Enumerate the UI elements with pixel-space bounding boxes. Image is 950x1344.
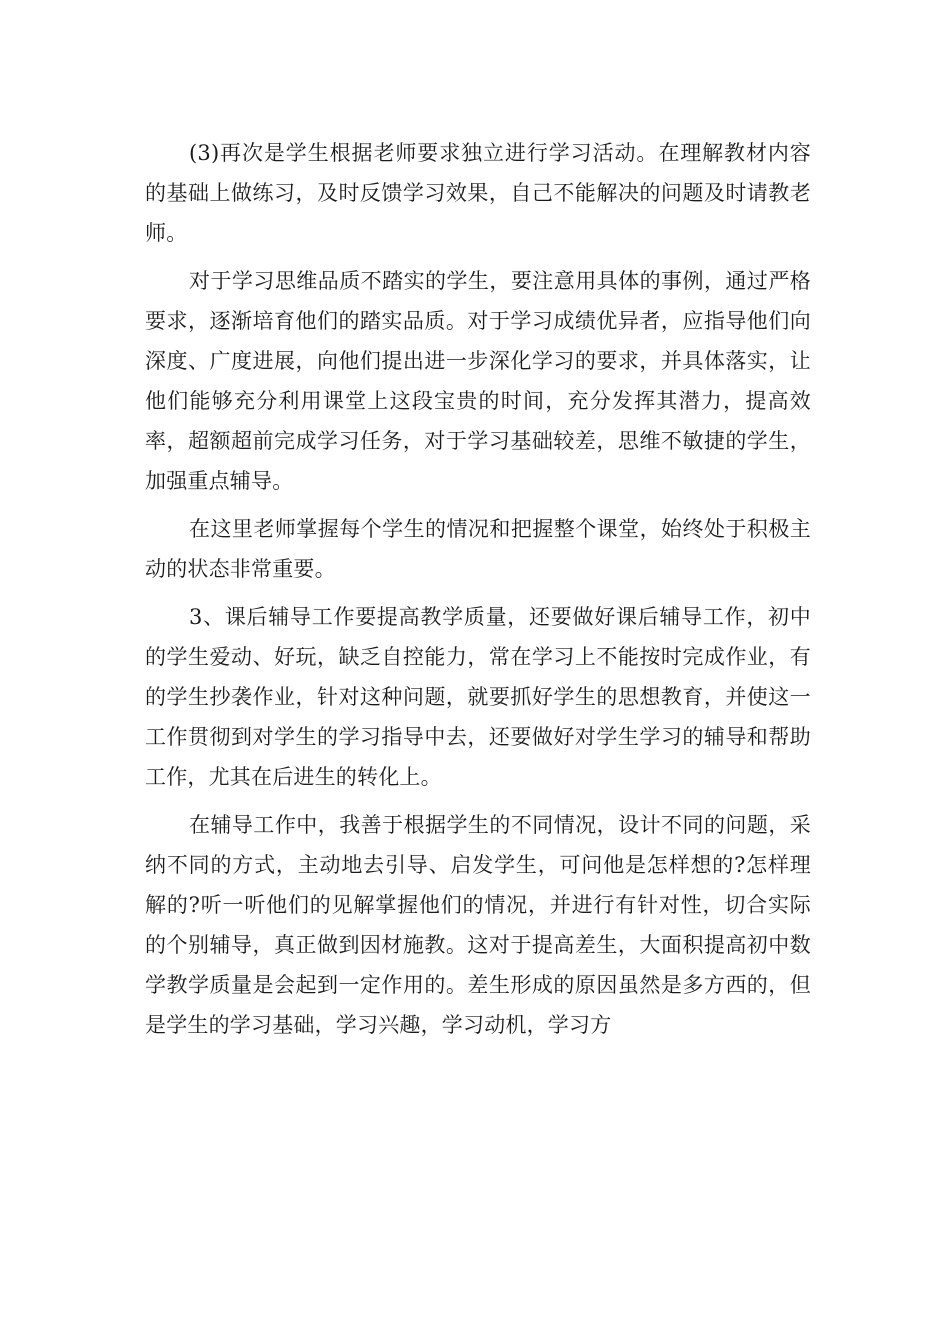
- paragraph-5: 在辅导工作中，我善于根据学生的不同情况，设计不同的问题，采纳不同的方式，主动地去引导、启发学生，可问他是怎样想的?怎样理解的?听一听他们的见解掌握他们的情况，并进行有针对性，切合实际的个别辅导，真正做到因材施教。这对于提高差生，大面积提高初中数学教学质量是会起到一定作用的。差生形成的原因虽然是多方西的，但是学生的学习基础，学习兴趣，学习动机，学习方: [145, 813, 811, 1037]
- paragraph-2: 对于学习思维品质不踏实的学生，要注意用具体的事例，通过严格要求，逐渐培育他们的踏实品质。对于学习成绩优异者，应指导他们向深度、广度进展，向他们提出进一步深化学习的要求，并具体落实，让他们能够充分利用课堂上这段宝贵的时间，充分发挥其潜力，提高效率，超额超前完成学习任务，对于学习基础较差，思维不敏捷的学生，加强重点辅导。: [145, 269, 811, 493]
- paragraph-1: (3)再次是学生根据老师要求独立进行学习活动。在理解教材内容的基础上做练习，及时反馈学习效果，自己不能解决的问题及时请教老师。: [145, 141, 811, 245]
- paragraph-3: 在这里老师掌握每个学生的情况和把握整个课堂，始终处于积极主动的状态非常重要。: [145, 517, 811, 581]
- document-page: [145, 133, 811, 1053]
- paragraph-4: 3、课后辅导工作要提高教学质量，还要做好课后辅导工作，初中的学生爱动、好玩，缺乏自控能力，常在学习上不能按时完成作业，有的学生抄袭作业，针对这种问题，就要抓好学生的思想教育，并使这一工作贯彻到对学生的学习指导中去，还要做好对学生学习的辅导和帮助工作，尤其在后进生的转化上。: [145, 605, 811, 789]
